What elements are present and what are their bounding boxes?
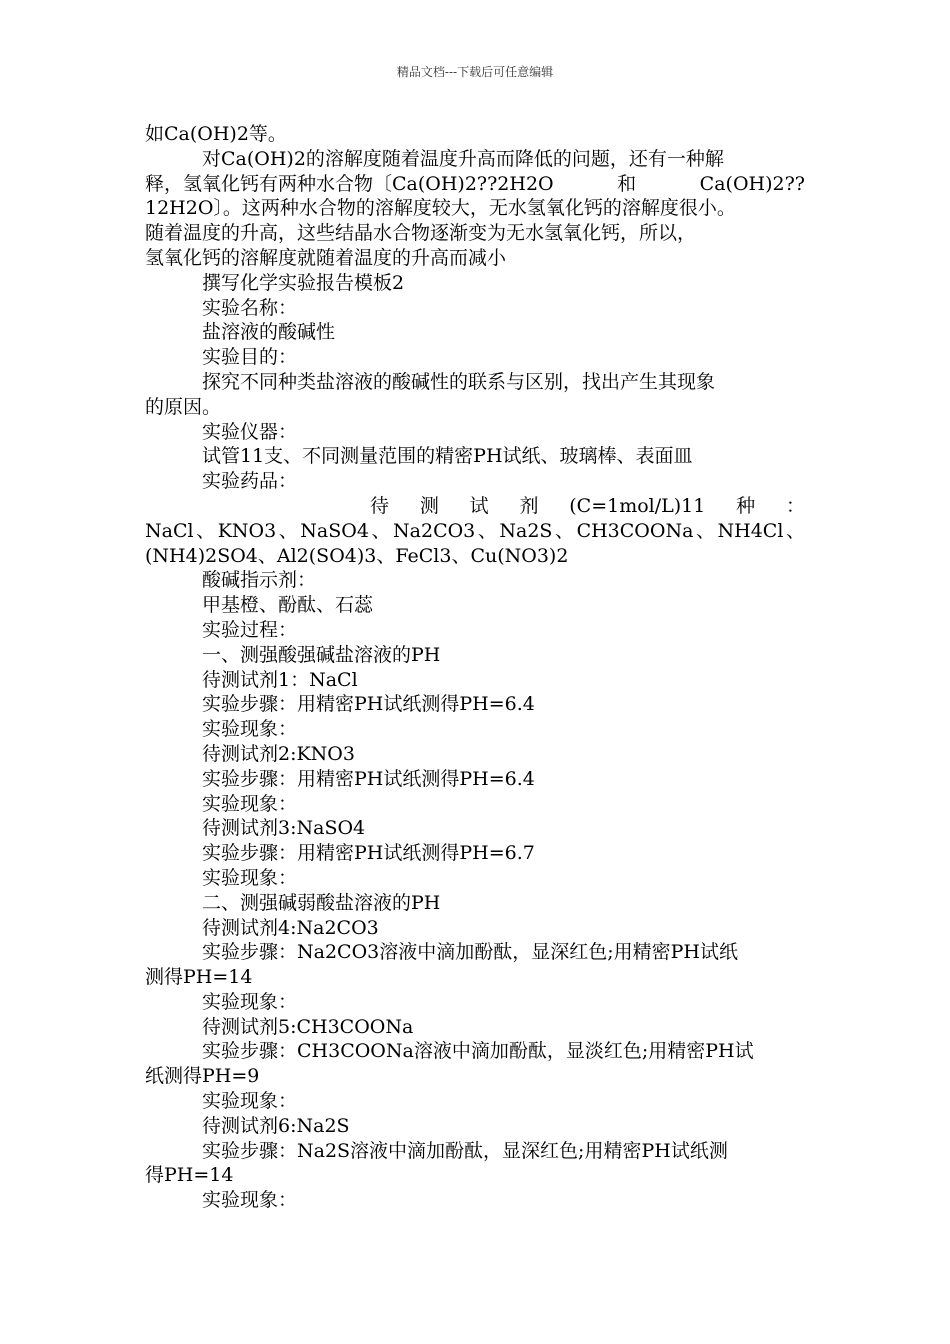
paragraph-word: 、 <box>196 519 216 542</box>
paragraph-word: Na2CO3 <box>393 519 476 542</box>
paragraph-word: 释，氢氧化钙有两种水合物〔Ca(OH)2??2H2O <box>145 172 554 195</box>
paragraph-line <box>145 494 805 519</box>
paragraph-line: 二、测强碱弱酸盐溶液的PH <box>202 891 441 914</box>
paragraph-line: 实验仪器： <box>202 420 298 443</box>
paragraph-word: 、 <box>555 519 575 542</box>
paragraph-line: 待测试剂1：NaCl <box>202 668 358 691</box>
paragraph-line <box>145 172 805 197</box>
paragraph-word: Na2S <box>499 519 553 542</box>
paragraph-word: CH3COONa <box>576 519 694 542</box>
paragraph-line: 酸碱指示剂： <box>202 569 317 592</box>
paragraph-line: 实验步骤：CH3COONa溶液中滴加酚酞，显淡红色;用精密PH试 <box>202 1040 754 1063</box>
paragraph-line: 随着温度的升高，这些结晶水合物逐渐变为无水氢氧化钙，所以， <box>145 222 697 245</box>
paragraph-word: NaCl <box>145 519 194 542</box>
paragraph-line: 实验现象： <box>202 1090 298 1113</box>
paragraph-line: 实验现象： <box>202 1189 298 1212</box>
paragraph-word: 、 <box>371 519 391 542</box>
paragraph-line: 实验过程： <box>202 618 298 641</box>
paragraph-line: 测得PH=14 <box>145 966 253 989</box>
paragraph-line: 氢氧化钙的溶解度就随着温度的升高而减小 <box>145 246 507 269</box>
paragraph-word: 待 <box>370 494 390 517</box>
paragraph-word: ： <box>785 494 805 517</box>
paragraph-word: 、 <box>278 519 298 542</box>
paragraph-word: 、 <box>695 519 715 542</box>
paragraph-line: 如Ca(OH)2等。 <box>145 123 287 145</box>
paragraph-word: Ca(OH)2?? <box>699 172 805 195</box>
paragraph-line: 实验药品： <box>202 470 298 493</box>
paragraph-line: 实验名称： <box>202 296 298 319</box>
paragraph-line: 实验目的： <box>202 346 298 369</box>
paragraph-line: 实验步骤：用精密PH试纸测得PH=6.4 <box>202 693 535 716</box>
paragraph-line: 盐溶液的酸碱性 <box>202 321 336 344</box>
paragraph-line: 待测试剂3:NaSO4 <box>202 817 366 840</box>
paragraph-word: 测 <box>419 494 439 517</box>
paragraph-word: 种 <box>736 494 756 517</box>
paragraph-line: 实验现象： <box>202 866 298 889</box>
paragraph-line: 的原因。 <box>145 395 222 418</box>
paragraph-line: (NH4)2SO4、Al2(SO4)3、FeCl3、Cu(NO3)2 <box>145 544 569 567</box>
paragraph-line: 待测试剂6:Na2S <box>202 1114 350 1137</box>
page-header: 精品文档---下载后可任意编辑 <box>396 65 554 79</box>
document-body <box>145 122 805 1213</box>
paragraph-word: 、 <box>477 519 497 542</box>
paragraph-word: 试 <box>469 494 489 517</box>
paragraph-word: 、 <box>785 519 805 542</box>
paragraph-word: (C=1mol/L)11 <box>569 494 706 517</box>
paragraph-line: 纸测得PH=9 <box>145 1065 260 1088</box>
paragraph-word: 和 <box>617 172 637 195</box>
paragraph-line: 对Ca(OH)2的溶解度随着温度升高而降低的问题，还有一种解 <box>202 147 724 170</box>
paragraph-line: 实验现象： <box>202 990 298 1013</box>
paragraph-line: 实验步骤：Na2S溶液中滴加酚酞，显深红色;用精密PH试纸测 <box>202 1139 728 1162</box>
paragraph-word: NH4Cl <box>717 519 784 542</box>
paragraph-line: 待测试剂4:Na2CO3 <box>202 916 379 939</box>
paragraph-line: 实验步骤：用精密PH试纸测得PH=6.4 <box>202 767 535 790</box>
paragraph-line: 撰写化学实验报告模板2 <box>202 271 405 294</box>
paragraph-line: 甲基橙、酚酞、石蕊 <box>202 594 374 617</box>
paragraph-line: 实验现象： <box>202 718 298 741</box>
paragraph-word: 剂 <box>519 494 539 517</box>
paragraph-word: NaSO4 <box>300 519 369 542</box>
paragraph-line: 12H2O〕。这两种水合物的溶解度较大，无水氢氧化钙的溶解度很小。 <box>145 197 736 220</box>
paragraph-line: 待测试剂2:KNO3 <box>202 742 355 765</box>
paragraph-line: 一、测强酸强碱盐溶液的PH <box>202 643 441 666</box>
paragraph-word: KNO3 <box>217 519 277 542</box>
paragraph-line: 实验步骤：Na2CO3溶液中滴加酚酞，显深红色;用精密PH试纸 <box>202 941 738 964</box>
paragraph-line <box>145 519 805 544</box>
paragraph-line: 待测试剂5:CH3COONa <box>202 1015 414 1038</box>
paragraph-line: 试管11支、不同测量范围的精密PH试纸、玻璃棒、表面皿 <box>202 445 693 468</box>
paragraph-line: 得PH=14 <box>145 1164 234 1187</box>
paragraph-line: 实验步骤：用精密PH试纸测得PH=6.7 <box>202 842 535 865</box>
paragraph-line: 实验现象： <box>202 792 298 815</box>
paragraph-line: 探究不同种类盐溶液的酸碱性的联系与区别，找出产生其现象 <box>202 370 716 393</box>
